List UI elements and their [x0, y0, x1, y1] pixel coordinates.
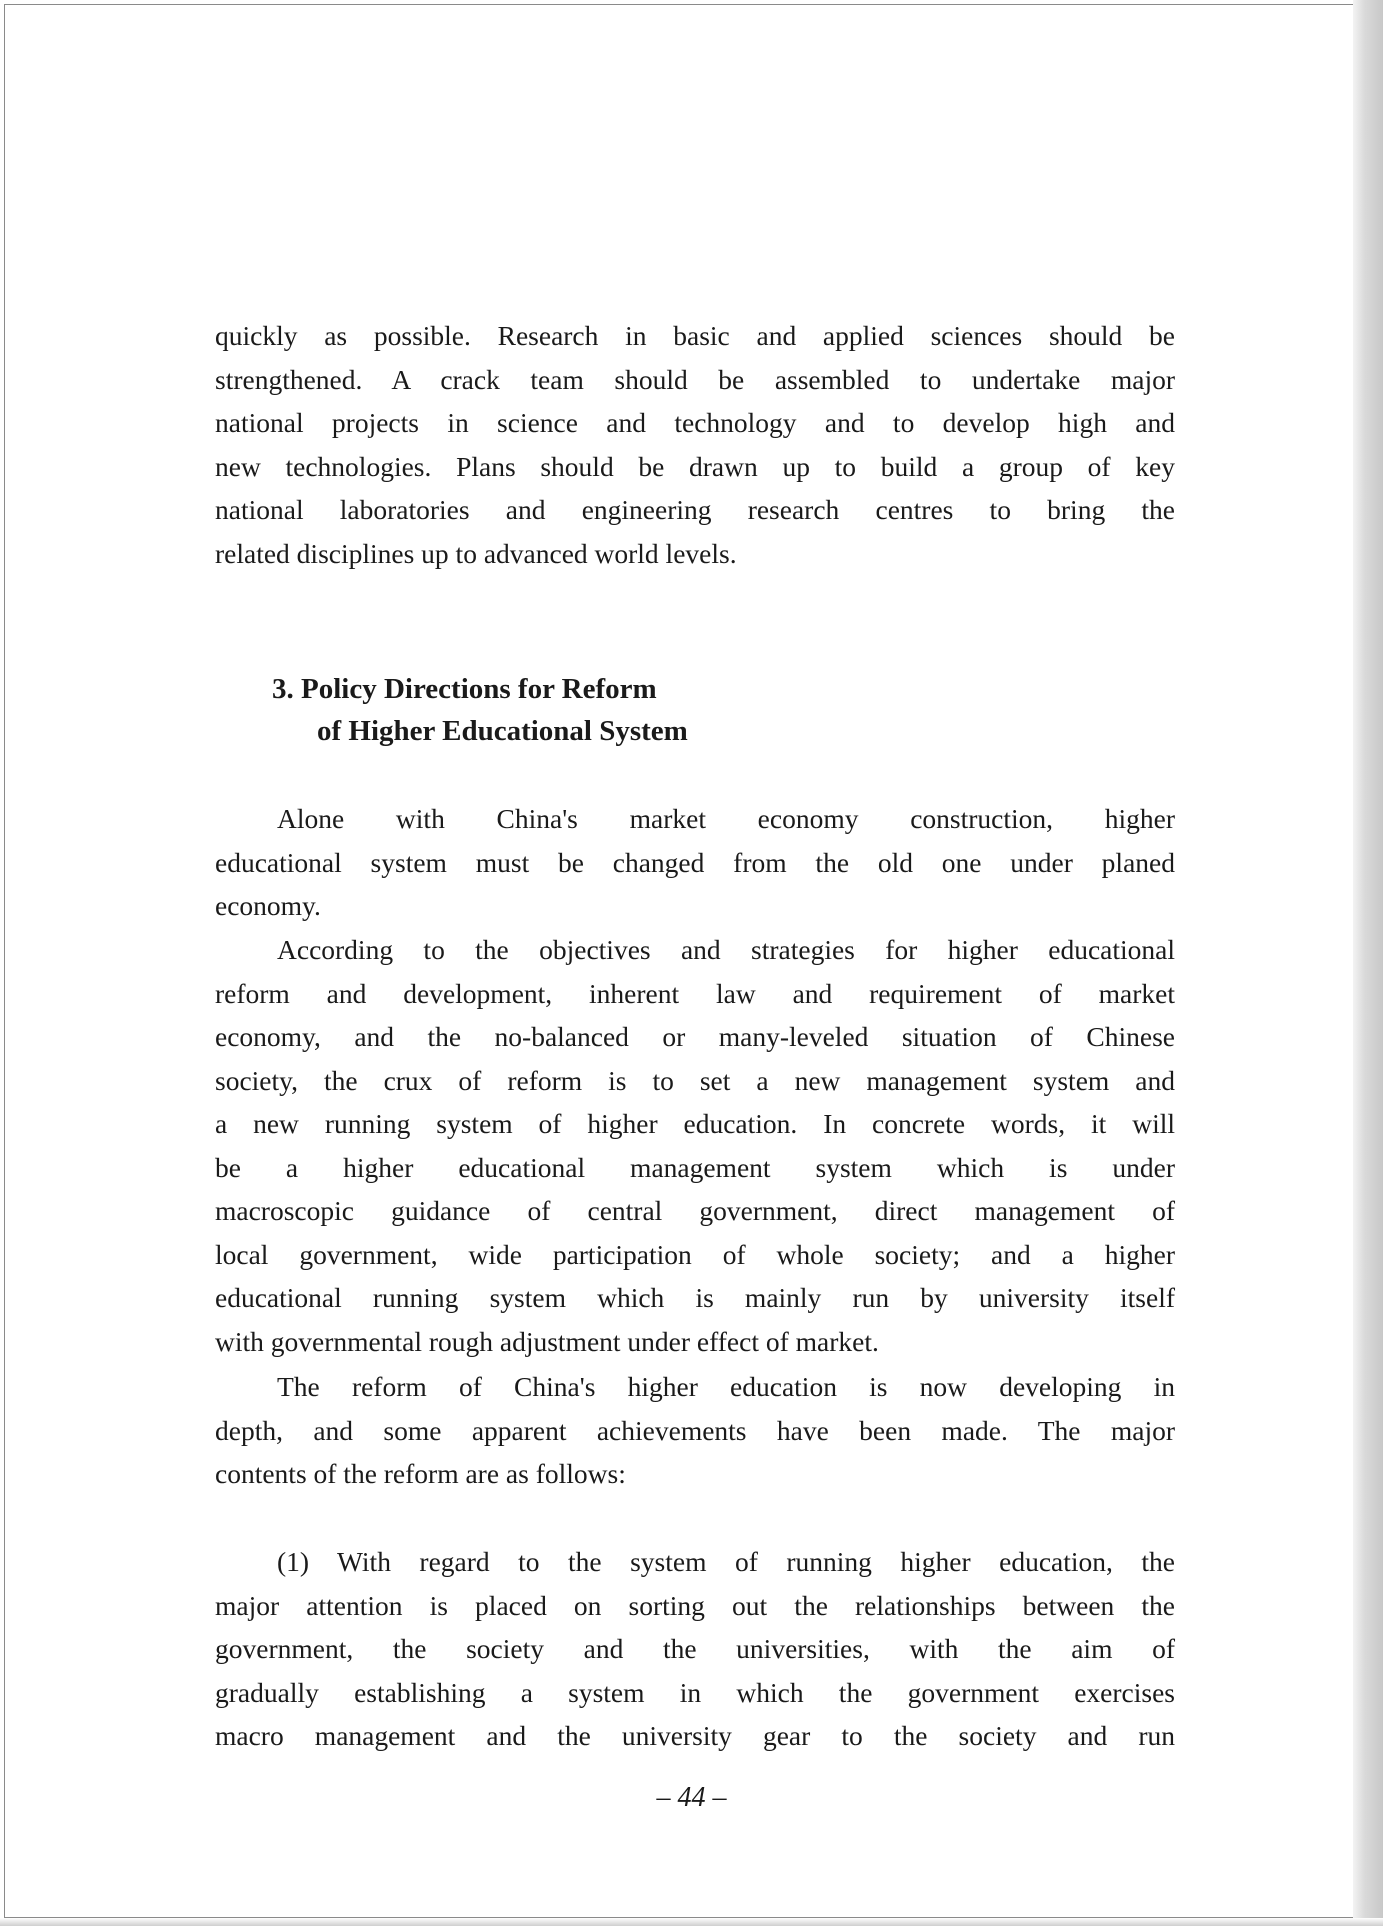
text-line: strengthened. A crack team should be assembled to undertake major [215, 363, 1175, 395]
text-line: major attention is placed on sorting out the relationships between the [215, 1589, 1175, 1621]
text-line: reform and development, inherent law and requirement of market [215, 977, 1175, 1009]
text-line: (1) With regard to the system of running higher education, the [277, 1546, 1175, 1577]
page-edge-shadow [1353, 0, 1383, 1926]
text-line: a new running system of higher education. In concrete words, it will [215, 1108, 1175, 1139]
text-line: government, the society and the universities, with the aim of [215, 1633, 1175, 1664]
section-heading [272, 668, 688, 752]
text-line: economy. [215, 890, 321, 921]
text-line: macroscopic guidance of central government, direct management of [215, 1195, 1175, 1226]
text-line: related disciplines up to advanced world levels. [215, 537, 737, 569]
text-line: national projects in science and technology and to develop high and [215, 407, 1175, 438]
paragraph-1 [215, 797, 1175, 928]
text-line: with governmental rough adjustment under effect of market. [215, 1325, 879, 1357]
text-line: The reform of China's higher education is now developing in [277, 1371, 1175, 1402]
text-line: depth, and some apparent achievements have been made. The major [215, 1414, 1175, 1446]
page-number: – 44 – [656, 1782, 727, 1813]
page-bottom-shadow [0, 1918, 1383, 1926]
text-line: According to the objectives and strategies for higher educational [277, 934, 1175, 965]
text-line: macro management and the university gear to the society and run [215, 1720, 1175, 1751]
text-line: educational system must be changed from the old one under planed [215, 846, 1175, 878]
text-line: gradually establishing a system in which the government exercises [215, 1676, 1175, 1708]
text-line: educational running system which is mainly run by university itself [215, 1282, 1175, 1313]
text-line: quickly as possible. Research in basic and applied sciences should be [215, 320, 1175, 351]
text-line: Alone with China's market economy construction, higher [277, 803, 1175, 834]
text-line: society, the crux of reform is to set a new management system and [215, 1064, 1175, 1096]
paragraph-4 [215, 1540, 1175, 1758]
intro-paragraph [215, 314, 1175, 575]
text-line: national laboratories and engineering research centres to bring the [215, 494, 1175, 525]
section-heading-line-2: of Higher Educational System [317, 715, 688, 747]
text-line: contents of the reform are as follows: [215, 1458, 626, 1489]
section-heading-line-1: 3. Policy Directions for Reform [272, 673, 657, 705]
text-line: local government, wide participation of whole society; and a higher [215, 1238, 1175, 1270]
paragraph-2 [215, 928, 1175, 1363]
text-line: new technologies. Plans should be drawn up to build a group of key [215, 450, 1175, 482]
text-line: economy, and the no-balanced or many-leveled situation of Chinese [215, 1021, 1175, 1052]
text-line: be a higher educational management system which is under [215, 1151, 1175, 1183]
paragraph-3 [215, 1365, 1175, 1496]
